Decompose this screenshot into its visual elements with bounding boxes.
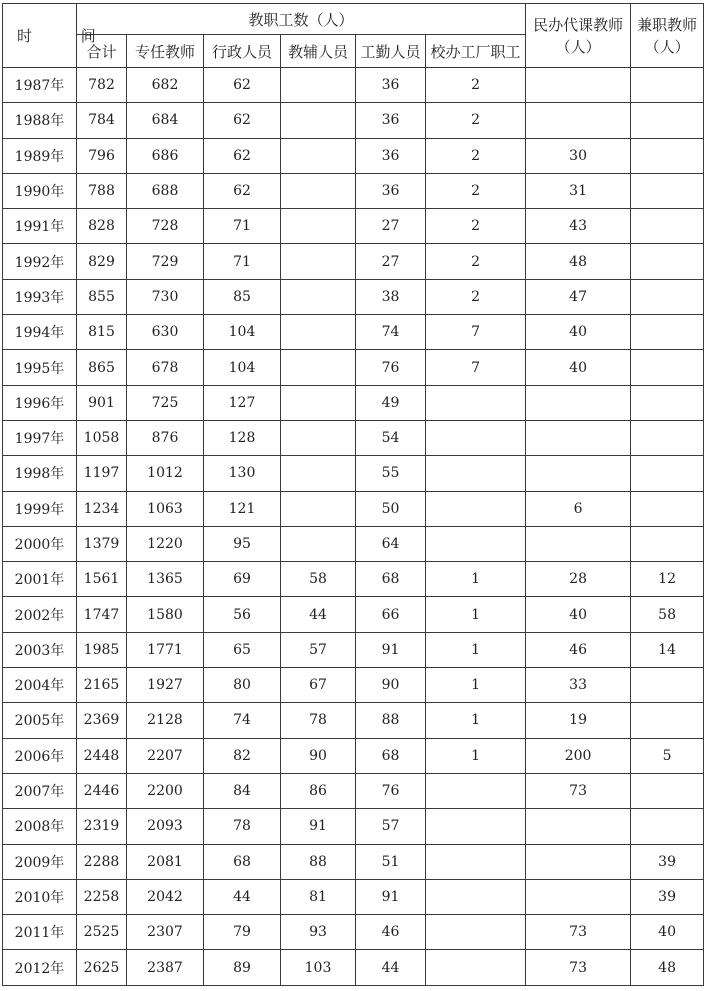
substitute-teachers-cell: 30	[526, 138, 631, 173]
part-time-teachers-cell	[631, 385, 704, 420]
part-time-teachers-cell	[631, 209, 704, 244]
total-cell: 2625	[77, 950, 127, 985]
service-workers-cell: 90	[356, 668, 426, 703]
service-workers-cell: 76	[356, 350, 426, 385]
total-cell: 1234	[77, 491, 127, 526]
school-factory-workers-cell: 2	[426, 279, 526, 314]
service-workers-cell: 38	[356, 279, 426, 314]
substitute-teachers-cell	[526, 844, 631, 879]
substitute-teachers-cell	[526, 68, 631, 103]
year-cell: 1987年	[3, 68, 77, 103]
total-cell: 1379	[77, 526, 127, 561]
teaching-assistants-cell	[281, 526, 356, 561]
year-cell: 2002年	[3, 597, 77, 632]
teaching-assistants-cell: 103	[281, 950, 356, 985]
school-factory-workers-cell	[426, 773, 526, 808]
school-factory-workers-cell	[426, 420, 526, 455]
year-cell: 2012年	[3, 950, 77, 985]
part-time-teachers-cell: 40	[631, 915, 704, 950]
administrative-staff-cell: 74	[204, 703, 281, 738]
teaching-assistants-cell	[281, 244, 356, 279]
year-cell: 2006年	[3, 738, 77, 773]
part-time-teachers-cell	[631, 138, 704, 173]
year-cell: 1990年	[3, 173, 77, 208]
substitute-teachers-unit: （人）	[555, 37, 601, 56]
school-factory-workers-cell	[426, 526, 526, 561]
year-cell: 1995年	[3, 350, 77, 385]
year-cell: 2011年	[3, 915, 77, 950]
service-workers-cell: 46	[356, 915, 426, 950]
table-row	[3, 138, 704, 173]
service-workers-cell: 91	[356, 879, 426, 914]
administrative-staff-cell: 44	[204, 879, 281, 914]
col-header-service-workers: 工勤人员	[356, 35, 426, 68]
table-row	[3, 279, 704, 314]
total-cell: 901	[77, 385, 127, 420]
substitute-teachers-cell: 73	[526, 773, 631, 808]
year-cell: 1993年	[3, 279, 77, 314]
school-factory-workers-cell: 1	[426, 562, 526, 597]
total-cell: 2319	[77, 809, 127, 844]
table-row	[3, 668, 704, 703]
school-factory-workers-cell: 7	[426, 350, 526, 385]
year-cell: 2009年	[3, 844, 77, 879]
table-row	[3, 703, 704, 738]
administrative-staff-cell: 80	[204, 668, 281, 703]
total-cell: 1058	[77, 420, 127, 455]
table-row	[3, 103, 704, 138]
year-cell: 1989年	[3, 138, 77, 173]
staff-count-group-header: 教职工数（人）	[77, 4, 526, 35]
school-factory-workers-cell: 1	[426, 668, 526, 703]
year-cell: 1988年	[3, 103, 77, 138]
substitute-teachers-cell: 40	[526, 315, 631, 350]
administrative-staff-cell: 62	[204, 103, 281, 138]
year-cell: 1991年	[3, 209, 77, 244]
full-time-teachers-cell: 630	[127, 315, 204, 350]
table-row	[3, 632, 704, 667]
teaching-assistants-cell: 88	[281, 844, 356, 879]
full-time-teachers-cell: 1220	[127, 526, 204, 561]
administrative-staff-cell: 95	[204, 526, 281, 561]
service-workers-cell: 49	[356, 385, 426, 420]
administrative-staff-cell: 62	[204, 173, 281, 208]
substitute-teachers-cell	[526, 385, 631, 420]
service-workers-cell: 64	[356, 526, 426, 561]
school-factory-workers-cell: 2	[426, 68, 526, 103]
col-header-total: 合计	[77, 35, 127, 68]
full-time-teachers-cell: 729	[127, 244, 204, 279]
teaching-assistants-cell	[281, 420, 356, 455]
table-row	[3, 879, 704, 914]
full-time-teachers-cell: 730	[127, 279, 204, 314]
teaching-assistants-cell: 93	[281, 915, 356, 950]
substitute-teachers-cell: 73	[526, 915, 631, 950]
part-time-teachers-cell: 39	[631, 879, 704, 914]
service-workers-cell: 54	[356, 420, 426, 455]
substitute-teachers-cell	[526, 809, 631, 844]
school-factory-workers-cell: 2	[426, 103, 526, 138]
year-cell: 1998年	[3, 456, 77, 491]
school-factory-workers-cell: 7	[426, 315, 526, 350]
part-time-teachers-cell	[631, 315, 704, 350]
part-time-teachers-header	[631, 4, 704, 68]
full-time-teachers-cell: 725	[127, 385, 204, 420]
substitute-teachers-cell: 31	[526, 173, 631, 208]
school-factory-workers-cell: 1	[426, 738, 526, 773]
full-time-teachers-cell: 2387	[127, 950, 204, 985]
total-cell: 1197	[77, 456, 127, 491]
service-workers-cell: 36	[356, 138, 426, 173]
teaching-assistants-cell	[281, 491, 356, 526]
table-row	[3, 173, 704, 208]
substitute-teachers-cell: 48	[526, 244, 631, 279]
service-workers-cell: 44	[356, 950, 426, 985]
administrative-staff-cell: 65	[204, 632, 281, 667]
total-cell: 2369	[77, 703, 127, 738]
part-time-teachers-cell	[631, 68, 704, 103]
substitute-teachers-cell	[526, 879, 631, 914]
total-cell: 2165	[77, 668, 127, 703]
year-cell: 2010年	[3, 879, 77, 914]
teaching-assistants-cell: 81	[281, 879, 356, 914]
administrative-staff-cell: 121	[204, 491, 281, 526]
teaching-assistants-cell	[281, 209, 356, 244]
school-factory-workers-cell	[426, 491, 526, 526]
part-time-teachers-cell: 48	[631, 950, 704, 985]
administrative-staff-cell: 84	[204, 773, 281, 808]
year-cell: 1994年	[3, 315, 77, 350]
administrative-staff-cell: 127	[204, 385, 281, 420]
administrative-staff-cell: 79	[204, 915, 281, 950]
administrative-staff-cell: 85	[204, 279, 281, 314]
full-time-teachers-cell: 2200	[127, 773, 204, 808]
full-time-teachers-cell: 2042	[127, 879, 204, 914]
substitute-teachers-cell	[526, 103, 631, 138]
substitute-teachers-cell: 40	[526, 597, 631, 632]
service-workers-cell: 66	[356, 597, 426, 632]
administrative-staff-cell: 71	[204, 244, 281, 279]
full-time-teachers-cell: 1771	[127, 632, 204, 667]
substitute-teachers-cell: 200	[526, 738, 631, 773]
col-header-school-factory-workers: 校办工厂职工	[426, 35, 526, 68]
administrative-staff-cell: 69	[204, 562, 281, 597]
school-factory-workers-cell	[426, 879, 526, 914]
part-time-teachers-cell	[631, 668, 704, 703]
service-workers-cell: 36	[356, 68, 426, 103]
year-cell: 2007年	[3, 773, 77, 808]
part-time-teachers-label: 兼职教师	[637, 15, 698, 34]
administrative-staff-cell: 56	[204, 597, 281, 632]
teaching-assistants-cell: 78	[281, 703, 356, 738]
substitute-teachers-cell	[526, 526, 631, 561]
total-cell: 1747	[77, 597, 127, 632]
full-time-teachers-cell: 876	[127, 420, 204, 455]
table-row	[3, 844, 704, 879]
table-row	[3, 526, 704, 561]
administrative-staff-cell: 89	[204, 950, 281, 985]
part-time-teachers-cell: 12	[631, 562, 704, 597]
table-row	[3, 68, 704, 103]
teaching-assistants-cell: 90	[281, 738, 356, 773]
substitute-teachers-cell: 73	[526, 950, 631, 985]
part-time-teachers-cell	[631, 420, 704, 455]
full-time-teachers-cell: 688	[127, 173, 204, 208]
part-time-teachers-cell	[631, 526, 704, 561]
teaching-assistants-cell	[281, 103, 356, 138]
administrative-staff-cell: 62	[204, 138, 281, 173]
col-header-full-time-teachers: 专任教师	[127, 35, 204, 68]
school-factory-workers-cell: 1	[426, 597, 526, 632]
teaching-assistants-cell	[281, 350, 356, 385]
part-time-teachers-cell	[631, 491, 704, 526]
school-factory-workers-cell	[426, 456, 526, 491]
year-cell: 1992年	[3, 244, 77, 279]
part-time-teachers-cell	[631, 103, 704, 138]
teaching-assistants-cell: 58	[281, 562, 356, 597]
year-cell: 1997年	[3, 420, 77, 455]
table-row	[3, 456, 704, 491]
total-cell: 2446	[77, 773, 127, 808]
service-workers-cell: 36	[356, 103, 426, 138]
full-time-teachers-cell: 1927	[127, 668, 204, 703]
teaching-assistants-cell	[281, 385, 356, 420]
table-row	[3, 809, 704, 844]
administrative-staff-cell: 130	[204, 456, 281, 491]
year-cell: 1999年	[3, 491, 77, 526]
teaching-assistants-cell: 44	[281, 597, 356, 632]
substitute-teachers-cell	[526, 420, 631, 455]
table-row	[3, 738, 704, 773]
substitute-teachers-label: 民办代课教师	[533, 15, 624, 34]
total-cell: 2525	[77, 915, 127, 950]
table-row	[3, 950, 704, 985]
table-row	[3, 209, 704, 244]
teaching-assistants-cell	[281, 68, 356, 103]
part-time-teachers-cell	[631, 773, 704, 808]
service-workers-cell: 50	[356, 491, 426, 526]
administrative-staff-cell: 82	[204, 738, 281, 773]
staff-statistics-table	[2, 3, 704, 986]
school-factory-workers-cell	[426, 809, 526, 844]
service-workers-cell: 57	[356, 809, 426, 844]
administrative-staff-cell: 104	[204, 350, 281, 385]
total-cell: 782	[77, 68, 127, 103]
part-time-teachers-unit: （人）	[644, 37, 690, 56]
col-header-teaching-assistants: 教辅人员	[281, 35, 356, 68]
table-row	[3, 385, 704, 420]
total-cell: 1985	[77, 632, 127, 667]
service-workers-cell: 51	[356, 844, 426, 879]
teaching-assistants-cell: 86	[281, 773, 356, 808]
staff-table-page	[2, 3, 703, 987]
total-cell: 855	[77, 279, 127, 314]
total-cell: 788	[77, 173, 127, 208]
school-factory-workers-cell: 2	[426, 173, 526, 208]
full-time-teachers-cell: 1580	[127, 597, 204, 632]
col-header-administrative-staff: 行政人员	[204, 35, 281, 68]
table-row	[3, 773, 704, 808]
service-workers-cell: 76	[356, 773, 426, 808]
part-time-teachers-cell	[631, 456, 704, 491]
total-cell: 2258	[77, 879, 127, 914]
school-factory-workers-cell: 2	[426, 244, 526, 279]
table-row	[3, 315, 704, 350]
table-row	[3, 597, 704, 632]
full-time-teachers-cell: 682	[127, 68, 204, 103]
total-cell: 2448	[77, 738, 127, 773]
administrative-staff-cell: 128	[204, 420, 281, 455]
substitute-teachers-header	[526, 4, 631, 68]
service-workers-cell: 91	[356, 632, 426, 667]
total-cell: 796	[77, 138, 127, 173]
substitute-teachers-cell: 19	[526, 703, 631, 738]
table-row	[3, 420, 704, 455]
substitute-teachers-cell: 33	[526, 668, 631, 703]
part-time-teachers-cell: 39	[631, 844, 704, 879]
total-cell: 828	[77, 209, 127, 244]
full-time-teachers-cell: 2128	[127, 703, 204, 738]
administrative-staff-cell: 104	[204, 315, 281, 350]
teaching-assistants-cell: 67	[281, 668, 356, 703]
year-cell: 2000年	[3, 526, 77, 561]
service-workers-cell: 68	[356, 738, 426, 773]
teaching-assistants-cell	[281, 315, 356, 350]
year-cell: 2001年	[3, 562, 77, 597]
part-time-teachers-cell	[631, 703, 704, 738]
administrative-staff-cell: 68	[204, 844, 281, 879]
total-cell: 784	[77, 103, 127, 138]
full-time-teachers-cell: 728	[127, 209, 204, 244]
service-workers-cell: 68	[356, 562, 426, 597]
year-cell: 2004年	[3, 668, 77, 703]
table-row	[3, 562, 704, 597]
substitute-teachers-cell: 28	[526, 562, 631, 597]
total-cell: 829	[77, 244, 127, 279]
part-time-teachers-cell	[631, 279, 704, 314]
table-row	[3, 244, 704, 279]
table-body	[3, 68, 704, 986]
administrative-staff-cell: 78	[204, 809, 281, 844]
service-workers-cell: 27	[356, 209, 426, 244]
full-time-teachers-cell: 1012	[127, 456, 204, 491]
full-time-teachers-cell: 2081	[127, 844, 204, 879]
part-time-teachers-cell	[631, 244, 704, 279]
full-time-teachers-cell: 1365	[127, 562, 204, 597]
time-header-label: 时 间	[17, 27, 118, 45]
total-cell: 2288	[77, 844, 127, 879]
substitute-teachers-cell	[526, 456, 631, 491]
total-cell: 1561	[77, 562, 127, 597]
teaching-assistants-cell: 57	[281, 632, 356, 667]
substitute-teachers-cell: 43	[526, 209, 631, 244]
teaching-assistants-cell	[281, 138, 356, 173]
full-time-teachers-cell: 2307	[127, 915, 204, 950]
school-factory-workers-cell: 2	[426, 209, 526, 244]
total-cell: 815	[77, 315, 127, 350]
substitute-teachers-cell: 47	[526, 279, 631, 314]
school-factory-workers-cell	[426, 385, 526, 420]
teaching-assistants-cell	[281, 279, 356, 314]
part-time-teachers-cell	[631, 809, 704, 844]
part-time-teachers-cell: 58	[631, 597, 704, 632]
part-time-teachers-cell: 14	[631, 632, 704, 667]
administrative-staff-cell: 71	[204, 209, 281, 244]
substitute-teachers-cell: 6	[526, 491, 631, 526]
school-factory-workers-cell: 2	[426, 138, 526, 173]
service-workers-cell: 88	[356, 703, 426, 738]
part-time-teachers-cell	[631, 350, 704, 385]
full-time-teachers-cell: 686	[127, 138, 204, 173]
table-row	[3, 350, 704, 385]
full-time-teachers-cell: 1063	[127, 491, 204, 526]
school-factory-workers-cell: 1	[426, 703, 526, 738]
school-factory-workers-cell	[426, 950, 526, 985]
service-workers-cell: 36	[356, 173, 426, 208]
service-workers-cell: 55	[356, 456, 426, 491]
full-time-teachers-cell: 2093	[127, 809, 204, 844]
year-cell: 2003年	[3, 632, 77, 667]
full-time-teachers-cell: 2207	[127, 738, 204, 773]
teaching-assistants-cell	[281, 173, 356, 208]
teaching-assistants-cell	[281, 456, 356, 491]
part-time-teachers-cell: 5	[631, 738, 704, 773]
substitute-teachers-cell: 46	[526, 632, 631, 667]
school-factory-workers-cell	[426, 915, 526, 950]
full-time-teachers-cell: 684	[127, 103, 204, 138]
table-row	[3, 915, 704, 950]
total-cell: 865	[77, 350, 127, 385]
service-workers-cell: 27	[356, 244, 426, 279]
school-factory-workers-cell: 1	[426, 632, 526, 667]
year-cell: 2008年	[3, 809, 77, 844]
teaching-assistants-cell: 91	[281, 809, 356, 844]
school-factory-workers-cell	[426, 844, 526, 879]
part-time-teachers-cell	[631, 173, 704, 208]
service-workers-cell: 74	[356, 315, 426, 350]
table-row	[3, 491, 704, 526]
year-cell: 2005年	[3, 703, 77, 738]
substitute-teachers-cell: 40	[526, 350, 631, 385]
administrative-staff-cell: 62	[204, 68, 281, 103]
year-cell: 1996年	[3, 385, 77, 420]
full-time-teachers-cell: 678	[127, 350, 204, 385]
